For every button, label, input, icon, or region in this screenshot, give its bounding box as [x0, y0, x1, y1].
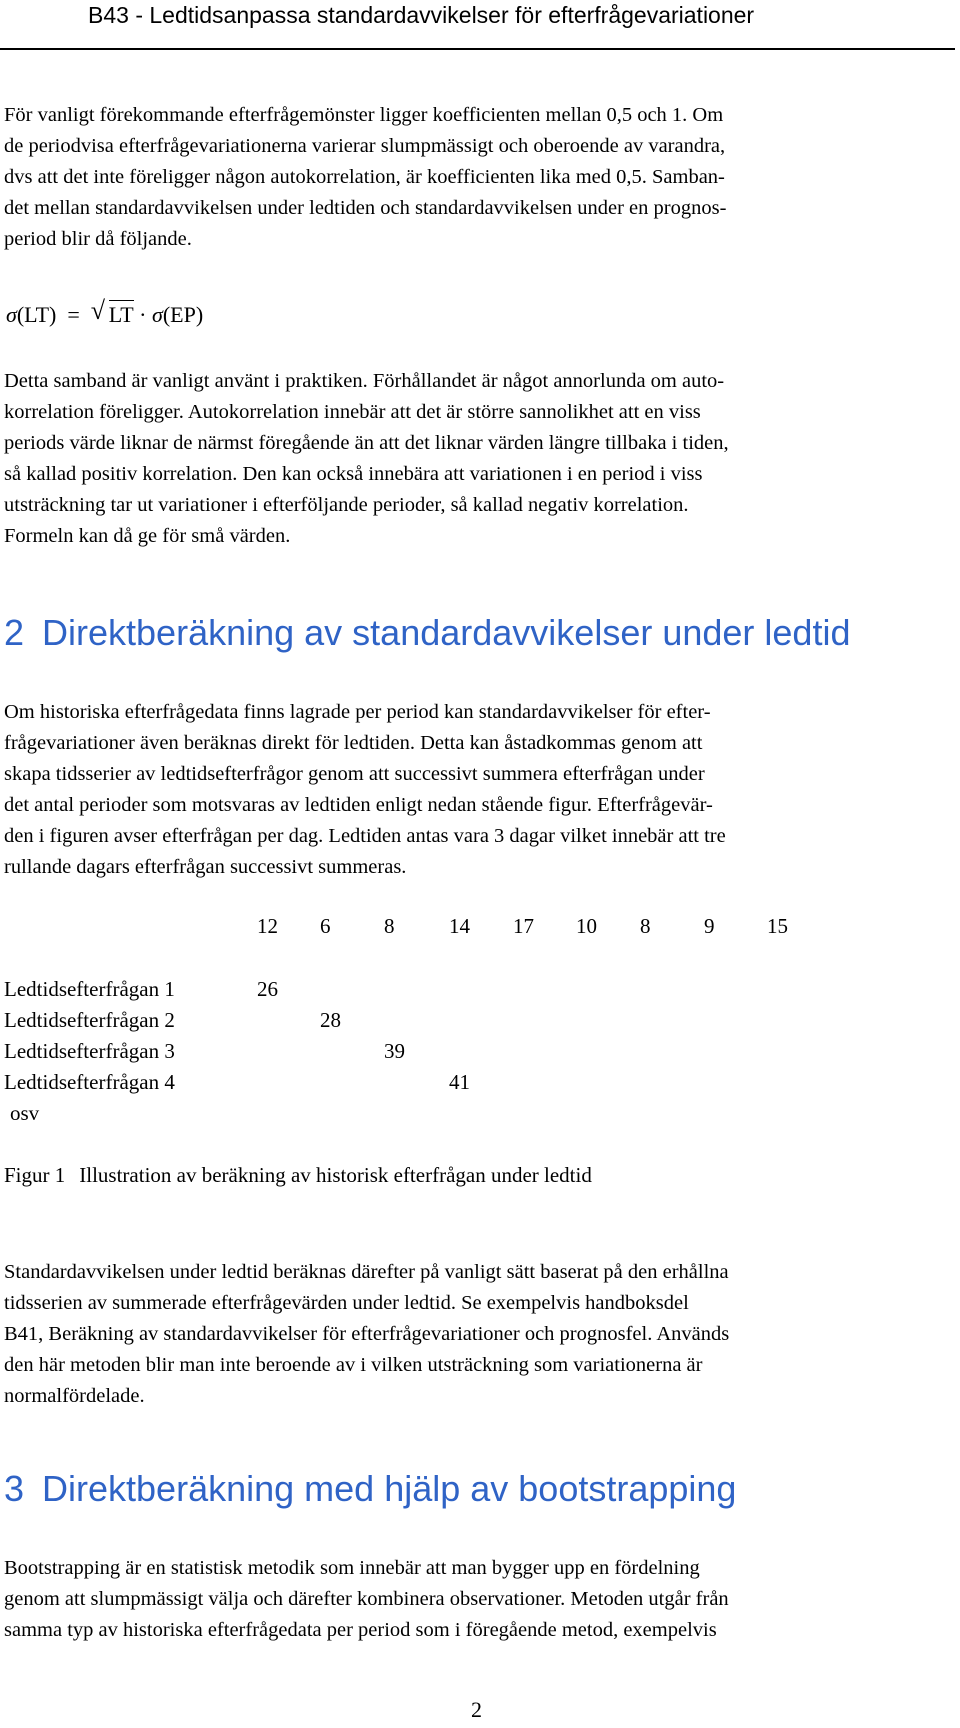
text-line: normalfördelade.: [4, 1385, 145, 1407]
figure-row: [0, 1101, 960, 1132]
caption-text: Illustration av beräkning av historisk efterfrågan under ledtid: [79, 1163, 592, 1187]
formula-sigma-2: σ: [151, 302, 163, 327]
demand-value: 12: [257, 914, 278, 938]
text-line: så kallad positiv korrelation. Den kan också innebära att variationen i en period i viss: [4, 463, 703, 485]
page-number: 2: [471, 1697, 482, 1722]
section-title: Direktberäkning av standardavvikelser under ledtid: [42, 612, 851, 653]
section-number: 3: [4, 1468, 25, 1509]
figure-row: [0, 1039, 960, 1070]
section-number: 2: [4, 612, 25, 653]
formula-lhs-arg: (LT): [16, 302, 57, 327]
autocorrelation-paragraph: [4, 366, 954, 552]
figure-row: [0, 1070, 960, 1101]
text-line: tidsserien av summerade efterfrågevärden under ledtid. Se exempelvis handboksdel: [4, 1292, 689, 1314]
section-3-paragraph: [4, 1553, 954, 1646]
row-label: Ledtidsefterfrågan 1: [4, 977, 175, 1001]
sqrt-icon: √: [90, 296, 106, 325]
paragraph-after-figure: [4, 1257, 954, 1412]
figure-row: [0, 977, 960, 1008]
row-label-osv: osv: [10, 1101, 40, 1125]
figure-demand-values: [0, 914, 960, 948]
formula-sqrt-arg: LT: [108, 302, 134, 327]
demand-value: 10: [576, 914, 597, 938]
text-line: För vanligt förekommande efterfrågemönster ligger koefficienten mellan 0,5 och 1. Om: [4, 104, 724, 126]
text-line: samma typ av historiska efterfrågedata per period som i föregående metod, exempelvis: [4, 1619, 717, 1641]
section-3-heading: [4, 1468, 736, 1510]
formula-sigma-lt: [6, 296, 204, 328]
row-label: Ledtidsefterfrågan 3: [4, 1039, 175, 1063]
text-line: Detta samband är vanligt använt i praktiken. Förhållandet är något annorlunda om auto-: [4, 370, 725, 392]
row-value: 39: [384, 1039, 405, 1063]
text-line: den här metoden blir man inte beroende av i vilken utsträckning som variationerna är: [4, 1354, 703, 1376]
text-line: Bootstrapping är en statistisk metodik som innebär att man bygger upp en fördelning: [4, 1557, 700, 1579]
text-line: rullande dagars efterfrågan successivt summeras.: [4, 856, 407, 878]
section-title: Direktberäkning med hjälp av bootstrapping: [42, 1468, 737, 1509]
text-line: B41, Beräkning av standardavvikelser för efterfrågevariationer och prognosfel. Används: [4, 1323, 730, 1345]
text-line: den i figuren avser efterfrågan per dag. Ledtiden antas vara 3 dagar vilket innebär att tre: [4, 825, 726, 847]
text-line: period blir då följande.: [4, 228, 192, 250]
section-2-paragraph: [4, 697, 954, 883]
caption-label: Figur 1: [4, 1163, 66, 1187]
demand-value: 14: [449, 914, 470, 938]
demand-value: 8: [384, 914, 395, 938]
intro-paragraph: [4, 100, 954, 255]
text-line: utsträckning tar ut variationer i efterföljande perioder, så kallad negativ korrelation.: [4, 494, 689, 516]
demand-value: 8: [640, 914, 651, 938]
text-line: de periodvisa efterfrågevariationerna varierar slumpmässigt och oberoende av varandra,: [4, 135, 726, 157]
row-label: Ledtidsefterfrågan 2: [4, 1008, 175, 1032]
text-line: Standardavvikelsen under ledtid beräknas därefter på vanligt sätt baserat på den erhållna: [4, 1261, 729, 1283]
formula-equals: =: [67, 302, 80, 327]
demand-value: 15: [767, 914, 788, 938]
text-line: frågevariationer även beräknas direkt för ledtiden. Detta kan åstadkommas genom att: [4, 732, 703, 754]
text-line: dvs att det inte föreligger någon autokorrelation, är koefficienten lika med 0,5. Samban-: [4, 166, 725, 188]
demand-value: 9: [704, 914, 715, 938]
text-line: Formeln kan då ge för små värden.: [4, 525, 291, 547]
formula-dot: ·: [139, 302, 147, 327]
figure-caption: [4, 1163, 592, 1188]
row-label: Ledtidsefterfrågan 4: [4, 1070, 175, 1094]
row-value: 26: [257, 977, 278, 1001]
row-value: 41: [449, 1070, 470, 1094]
formula-sqrt: [90, 296, 134, 328]
demand-value: 6: [320, 914, 331, 938]
text-line: det mellan standardavvikelsen under ledtiden och standardavvikelsen under en prognos-: [4, 197, 727, 219]
text-line: genom att slumpmässigt välja och därefter kombinera observationer. Metoden utgår från: [4, 1588, 729, 1610]
formula-rhs-arg: (EP): [162, 302, 204, 327]
text-line: skapa tidsserier av ledtidsefterfrågor genom att successivt summera efterfrågan under: [4, 763, 705, 785]
text-line: det antal perioder som motsvaras av ledtiden enligt nedan stående figur. Efterfrågevär-: [4, 794, 713, 816]
text-line: Om historiska efterfrågedata finns lagrade per period kan standardavvikelser för efter-: [4, 701, 711, 723]
row-value: 28: [320, 1008, 341, 1032]
header-rule: [0, 48, 955, 50]
figure-row: [0, 1008, 960, 1039]
text-line: periods värde liknar de närmst föregående än att det liknar värden längre tillbaka i tiden,: [4, 432, 729, 454]
section-2-heading: [4, 612, 850, 654]
demand-value: 17: [513, 914, 534, 938]
text-line: korrelation föreligger. Autokorrelation innebär att det är större sannolikhet att en viss: [4, 401, 701, 423]
running-header: B43 - Ledtidsanpassa standardavvikelser för efterfrågevariationer: [88, 2, 755, 28]
formula-sigma: σ: [6, 302, 17, 327]
